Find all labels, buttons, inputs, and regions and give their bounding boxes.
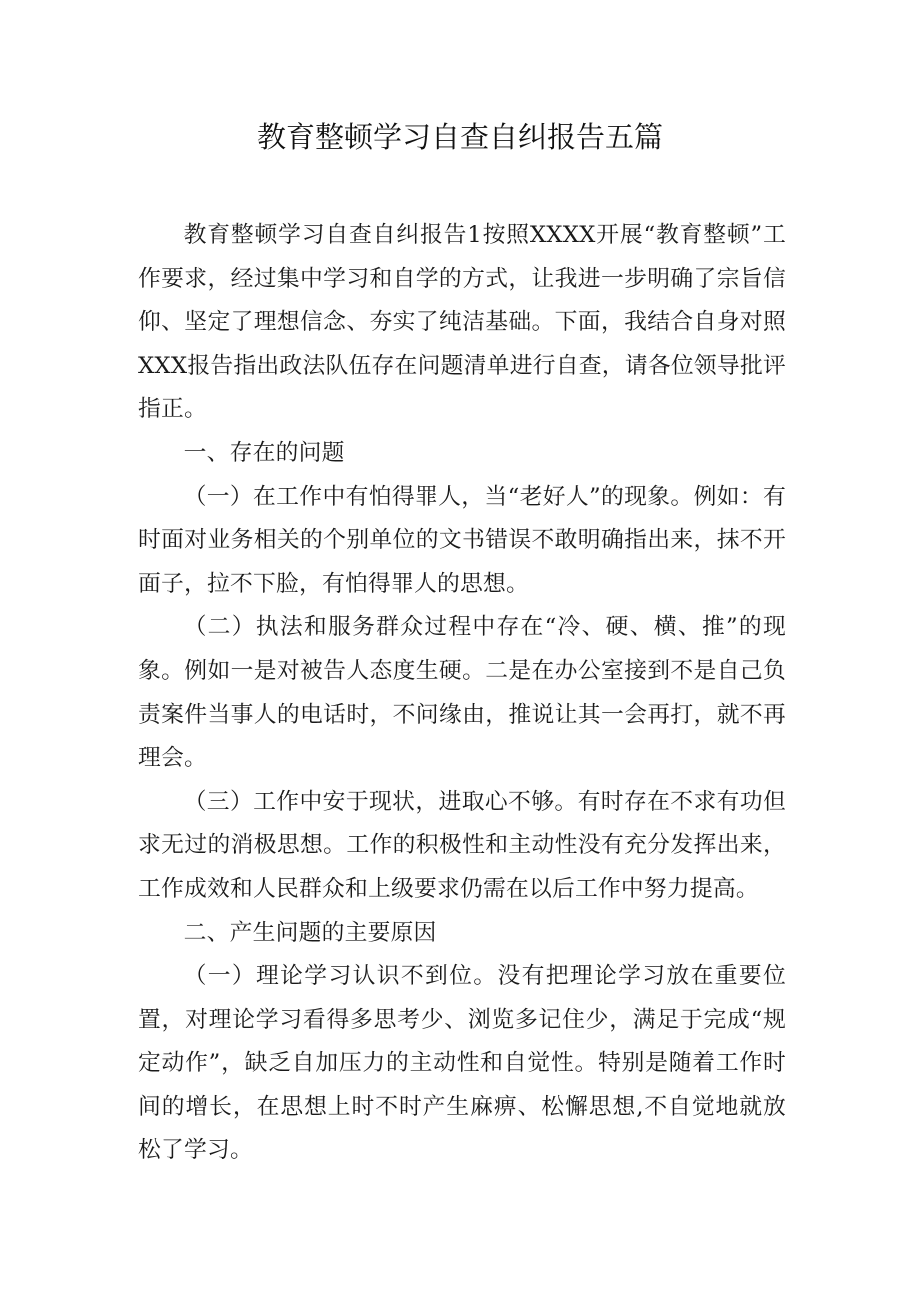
problem-paragraph-1: （一）在工作中有怕得罪人，当“老好人”的现象。例如：有时面对业务相关的个别单位的文书错误不敢明确指出来，抹不开面子，拉不下脸，有怕得罪人的思想。	[138, 483, 786, 597]
problem-paragraph-2: （二）执法和服务群众过程中存在“冷、硬、横、推”的现象。例如一是对被告人态度生硬。二是在办公室接到不是自己负责案件当事人的电话时，不问缘由，推说让其一会再打，就不再理会。	[138, 614, 786, 772]
problem-paragraph-3: （三）工作中安于现状，进取心不够。有时存在不求有功但求无过的消极思想。工作的积极性和主动性没有充分发挥出来，工作成效和人民群众和上级要求仍需在以后工作中努力提高。	[138, 788, 786, 902]
cause-paragraph-1: （一）理论学习认识不到位。没有把理论学习放在重要位置，对理论学习看得多思考少、浏览多记住少，满足于完成“规定动作”，缺乏自加压力的主动性和自觉性。特别是随着工作时间的增长，在思想上时不时产生麻痹、松懈思想,不自觉地就放松了学习。	[138, 963, 786, 1164]
document-body	[138, 214, 786, 1173]
section-heading-problems: 一、存在的问题	[183, 439, 345, 466]
intro-paragraph: 教育整顿学习自查自纠报告1按照XXXX开展“教育整顿”工作要求，经过集中学习和自学的方式，让我进一步明确了宗旨信仰、坚定了理想信念、夯实了纯洁基础。下面，我结合自身对照XXX报告指出政法队伍存在问题清单进行自查，请各位领导批评指正。	[138, 222, 786, 423]
section-heading-causes: 二、产生问题的主要原因	[183, 919, 437, 946]
document-title: 教育整顿学习自查自纠报告五篇	[256, 120, 663, 154]
